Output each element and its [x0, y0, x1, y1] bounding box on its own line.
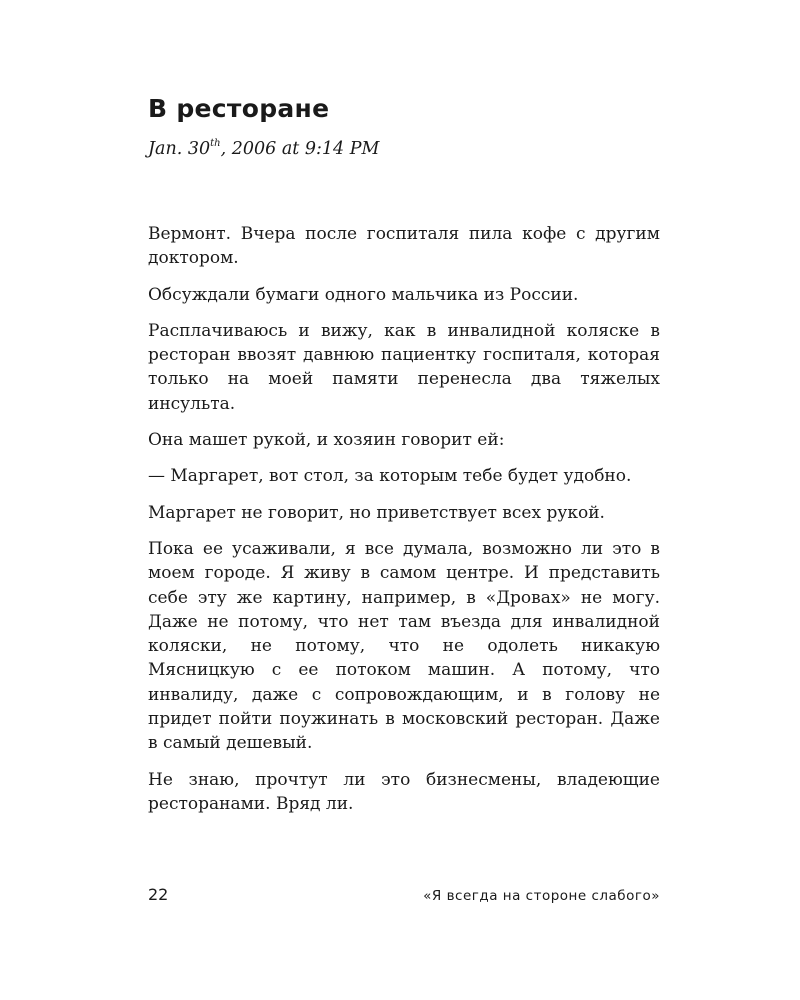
- article-title: В ресторане: [148, 94, 330, 123]
- running-title: «Я всегда на стороне слабого»: [423, 888, 660, 904]
- paragraph: Расплачиваюсь и вижу, как в инвалидной коляске в ресторан ввозят давнюю пациентку госпиталя, которая только на моей памяти перенесла два тяжелых инсульта.: [148, 320, 660, 414]
- date-rest: , 2006 at 9:14 PM: [220, 139, 380, 159]
- page-number: 22: [148, 885, 169, 904]
- date-prefix: Jan. 30: [148, 139, 211, 159]
- book-page: [148, 0, 660, 1000]
- date-ordinal-suffix: th: [210, 138, 221, 150]
- paragraph: Вермонт. Вчера после госпиталя пила кофе с другим доктором.: [148, 224, 660, 269]
- article-date: [148, 137, 379, 161]
- page-footer: [148, 884, 660, 906]
- paragraph: Маргарет не говорит, но приветствует всех рукой.: [148, 502, 605, 523]
- paragraph: Пока ее усаживали, я все думала, возможно ли это в моем городе. Я живу в самом центре. И представить себе эту же картину, например, в «Дровах» не могу. Даже не потому, что нет там въезда для инвалидной коляски, не потому, что не одолеть никакую Мясницкую с ее потоком машин. А потому, что инвалиду, даже с сопровождающим, и в голову не придет пойти поужинать в московский ресторан. Даже в самый дешевый.: [148, 538, 660, 754]
- paragraph: — Маргарет, вот стол, за которым тебе будет удобно.: [148, 466, 632, 487]
- paragraph: Она машет рукой, и хозяин говорит ей:: [148, 430, 505, 451]
- article-body: [148, 222, 660, 828]
- paragraph: Обсуждали бумаги одного мальчика из России.: [148, 284, 579, 305]
- paragraph: Не знаю, прочтут ли это бизнесмены, владеющие ресторанами. Вряд ли.: [148, 769, 660, 814]
